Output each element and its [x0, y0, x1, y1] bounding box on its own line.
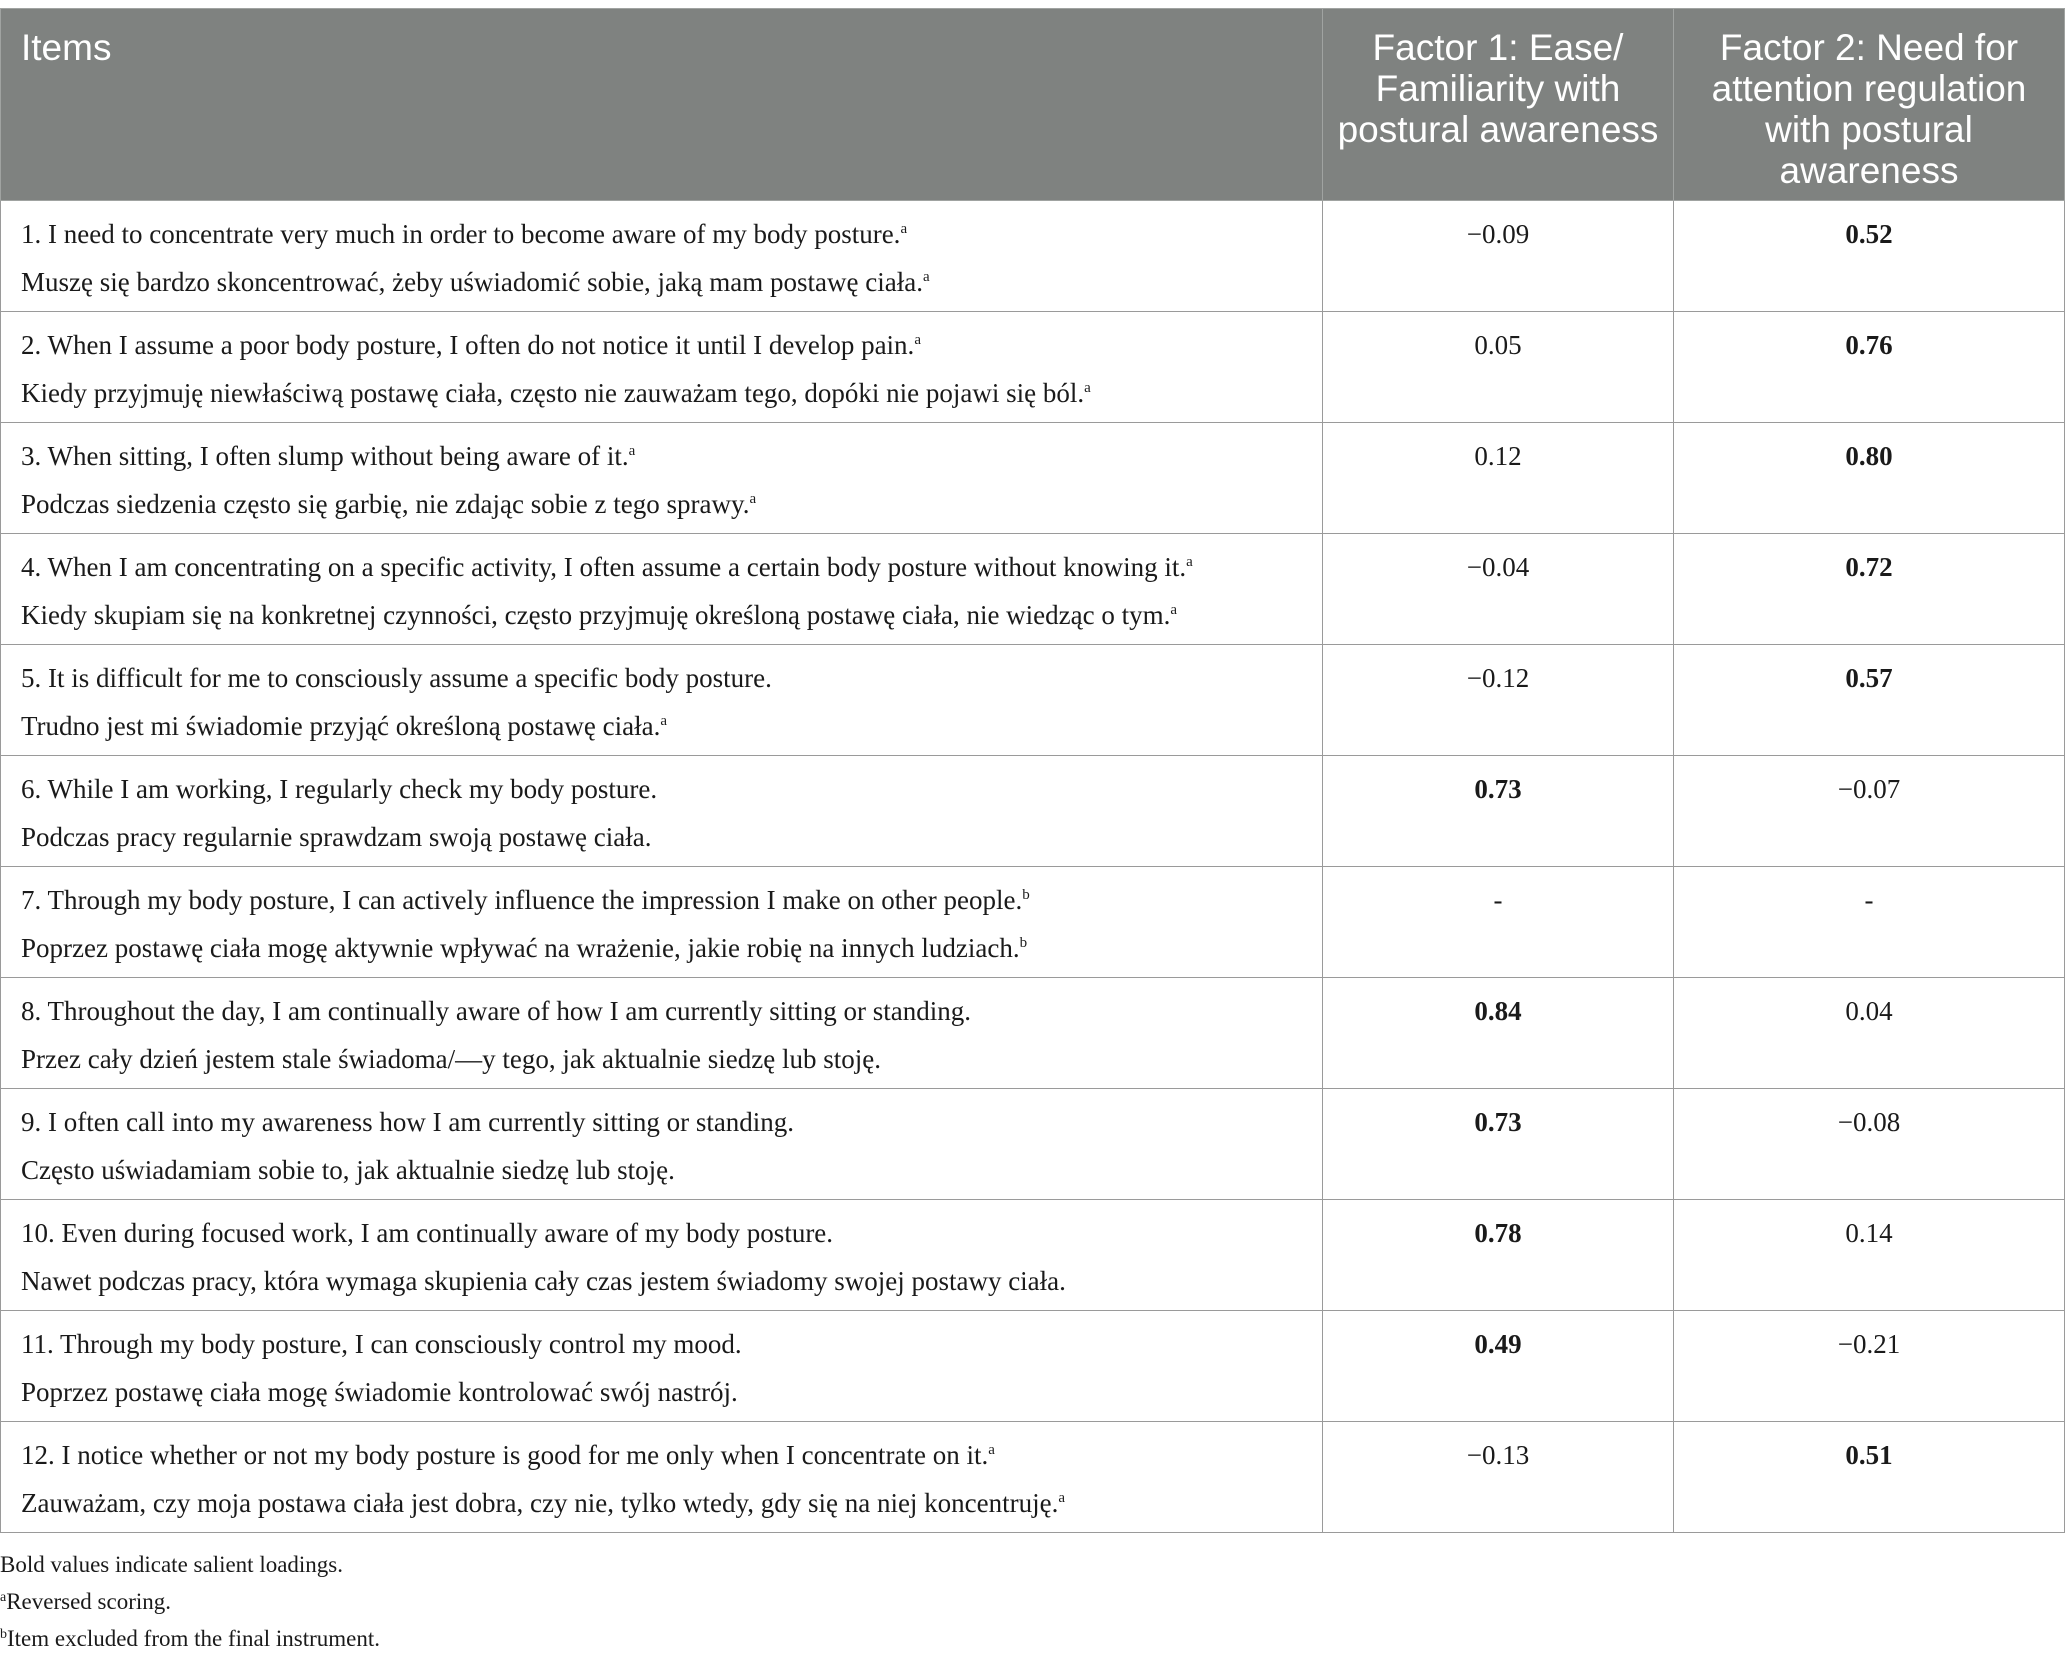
item-english: 11. Through my body posture, I can consciously control my mood. [21, 1329, 742, 1359]
factor-2-loading: −0.21 [1674, 1311, 2065, 1422]
factor-1-loading: 0.73 [1323, 756, 1674, 867]
footnote-marker: a [914, 332, 921, 348]
note-b-mark: b [0, 1627, 7, 1642]
item-polish: Kiedy skupiam się na konkretnej czynności, często przyjmuję określoną postawę ciała, nie wiedząc o tym. [21, 600, 1171, 630]
item-english-text [21, 1330, 1302, 1359]
item-polish-text [21, 601, 1302, 630]
table-row [1, 1422, 2065, 1533]
item-polish-text [21, 490, 1302, 519]
table-header-row [1, 9, 2065, 201]
item-english-text [21, 775, 1302, 804]
item-english-text [21, 886, 1302, 915]
item-english: 4. When I am concentrating on a specific activity, I often assume a certain body posture without knowing it. [21, 552, 1187, 582]
item-polish-text [21, 823, 1302, 852]
item-cell [1, 756, 1323, 867]
item-polish: Podczas pracy regularnie sprawdzam swoją postawę ciała. [21, 822, 652, 852]
footnote-marker: b [1019, 935, 1028, 951]
item-polish-text [21, 934, 1302, 963]
footnote-marker: a [900, 221, 908, 237]
factor-1-loading: −0.13 [1323, 1422, 1674, 1533]
note-bold: Bold values indicate salient loadings. [0, 1552, 344, 1577]
item-english: 12. I notice whether or not my body posture is good for me only when I concentrate on it. [21, 1440, 989, 1470]
table-row [1, 201, 2065, 312]
item-english-text [21, 220, 1302, 249]
factor-loadings-table [0, 8, 2065, 1533]
table-row [1, 534, 2065, 645]
item-polish-text [21, 712, 1302, 741]
factor-1-loading: −0.12 [1323, 645, 1674, 756]
item-polish: Poprzez postawę ciała mogę świadomie kontrolować swój nastrój. [21, 1377, 738, 1407]
item-english: 6. While I am working, I regularly check my body posture. [21, 774, 658, 804]
item-polish-text [21, 1267, 1302, 1296]
table-row [1, 1311, 2065, 1422]
table-row [1, 1089, 2065, 1200]
item-polish: Poprzez postawę ciała mogę aktywnie wpływać na wrażenie, jakie robię na innych ludziach. [21, 933, 1020, 963]
factor-2-loading: 0.14 [1674, 1200, 2065, 1311]
item-cell [1, 1311, 1323, 1422]
item-english: 5. It is difficult for me to consciously assume a specific body posture. [21, 663, 772, 693]
footnote-marker: a [988, 1442, 995, 1458]
item-english: 2. When I assume a poor body posture, I often do not notice it until I develop pain. [21, 330, 915, 360]
factor-1-loading: 0.84 [1323, 978, 1674, 1089]
item-polish-text [21, 268, 1302, 297]
note-a [0, 1583, 380, 1620]
item-english-text [21, 1219, 1302, 1248]
item-cell [1, 423, 1323, 534]
item-cell [1, 534, 1323, 645]
note-b [0, 1620, 380, 1657]
item-polish: Trudno jest mi świadomie przyjąć określoną postawę ciała. [21, 711, 661, 741]
header-factor-2: Factor 2: Need for attention regulation with postural awareness [1674, 9, 2065, 201]
factor-1-loading: 0.73 [1323, 1089, 1674, 1200]
factor-1-loading: −0.04 [1323, 534, 1674, 645]
factor-1-loading: 0.49 [1323, 1311, 1674, 1422]
item-cell [1, 645, 1323, 756]
table-notes [0, 1546, 380, 1657]
note-a-mark: a [0, 1590, 7, 1605]
factor-1-loading: 0.05 [1323, 312, 1674, 423]
item-polish: Nawet podczas pracy, która wymaga skupienia cały czas jestem świadomy swojej postawy ciała. [21, 1266, 1066, 1296]
item-polish: Muszę się bardzo skoncentrować, żeby uświadomić sobie, jaką mam postawę ciała. [21, 267, 923, 297]
table-row [1, 1200, 2065, 1311]
item-polish: Zauważam, czy moja postawa ciała jest dobra, czy nie, tylko wtedy, gdy się na niej koncentruję. [21, 1488, 1059, 1518]
factor-1-loading: 0.78 [1323, 1200, 1674, 1311]
factor-1-loading: 0.12 [1323, 423, 1674, 534]
item-cell [1, 1200, 1323, 1311]
table-row [1, 312, 2065, 423]
table-row [1, 756, 2065, 867]
item-english-text [21, 664, 1302, 693]
item-polish-text [21, 1378, 1302, 1407]
footnote-marker: a [1186, 554, 1193, 570]
header-factor-1: Factor 1: Ease/ Familiarity with postural awareness [1323, 9, 1674, 201]
factor-2-loading: 0.80 [1674, 423, 2065, 534]
item-english: 3. When sitting, I often slump without being aware of it. [21, 441, 629, 471]
factor-1-loading: - [1323, 867, 1674, 978]
item-english-text [21, 997, 1302, 1026]
factor-2-loading: 0.04 [1674, 978, 2065, 1089]
item-cell [1, 978, 1323, 1089]
factor-1-loading: −0.09 [1323, 201, 1674, 312]
item-cell [1, 1422, 1323, 1533]
item-polish: Podczas siedzenia często się garbię, nie zdając sobie z tego sprawy. [21, 489, 750, 519]
factor-2-loading: 0.51 [1674, 1422, 2065, 1533]
item-english-text [21, 553, 1302, 582]
item-english: 8. Throughout the day, I am continually aware of how I am currently sitting or standing. [21, 996, 972, 1026]
item-cell [1, 867, 1323, 978]
item-cell [1, 1089, 1323, 1200]
table-row [1, 978, 2065, 1089]
item-polish: Kiedy przyjmuję niewłaściwą postawę ciała, często nie zauważam tego, dopóki nie pojawi się ból. [21, 378, 1085, 408]
item-english: 7. Through my body posture, I can actively influence the impression I make on other people. [21, 885, 1023, 915]
table-row [1, 645, 2065, 756]
footnote-marker: b [1022, 887, 1030, 903]
item-cell [1, 312, 1323, 423]
table-body [1, 201, 2065, 1533]
item-polish: Przez cały dzień jestem stale świadoma/—y tego, jak aktualnie siedzę lub stoję. [21, 1044, 881, 1074]
item-polish-text [21, 1489, 1302, 1518]
item-polish-text [21, 379, 1302, 408]
note-a-text: Reversed scoring. [6, 1589, 172, 1614]
item-cell [1, 201, 1323, 312]
item-polish-text [21, 1045, 1302, 1074]
footnote-marker: a [922, 269, 930, 285]
factor-2-loading: −0.08 [1674, 1089, 2065, 1200]
item-english: 1. I need to concentrate very much in order to become aware of my body posture. [21, 219, 901, 249]
note-b-text: Item excluded from the final instrument. [7, 1626, 380, 1651]
factor-2-loading: −0.07 [1674, 756, 2065, 867]
footnote-marker: a [1170, 602, 1178, 618]
factor-2-loading: 0.52 [1674, 201, 2065, 312]
item-english-text [21, 1108, 1302, 1137]
item-polish: Często uświadamiam sobie to, jak aktualnie siedzę lub stoję. [21, 1155, 675, 1185]
table-row [1, 867, 2065, 978]
item-english-text [21, 442, 1302, 471]
factor-2-loading: 0.57 [1674, 645, 2065, 756]
table-row [1, 423, 2065, 534]
footnote-marker: a [1058, 1490, 1066, 1506]
item-english-text [21, 331, 1302, 360]
item-english: 10. Even during focused work, I am continually aware of my body posture. [21, 1218, 834, 1248]
footnote-marker: a [660, 713, 668, 729]
item-polish-text [21, 1156, 1302, 1185]
factor-2-loading: 0.72 [1674, 534, 2065, 645]
item-english-text [21, 1441, 1302, 1470]
factor-2-loading: 0.76 [1674, 312, 2065, 423]
factor-2-loading: - [1674, 867, 2065, 978]
footnote-marker: a [1084, 380, 1091, 396]
footnote-marker: a [628, 443, 636, 459]
item-english: 9. I often call into my awareness how I am currently sitting or standing. [21, 1107, 795, 1137]
footnote-marker: a [749, 491, 757, 507]
header-items: Items [1, 9, 1323, 201]
